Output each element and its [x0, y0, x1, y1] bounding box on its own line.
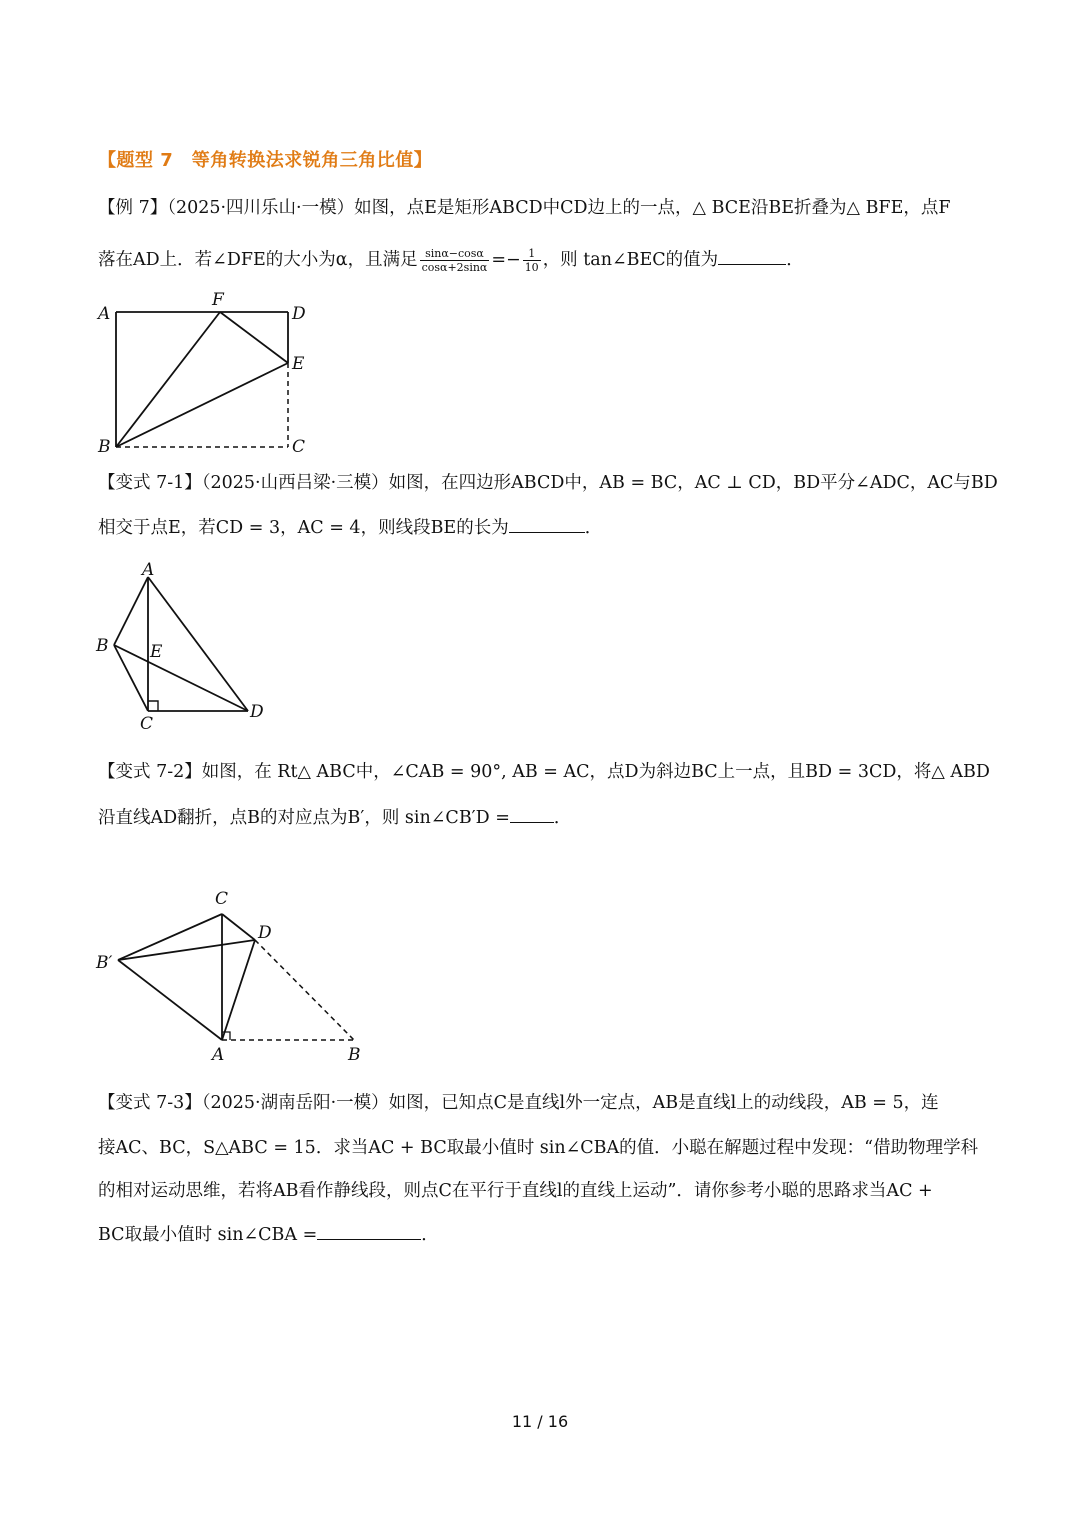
segment-BC: [114, 645, 148, 711]
segment-DB-dashed: [255, 940, 354, 1040]
label-D: D: [292, 304, 306, 324]
label-B: B: [98, 437, 111, 457]
period: ．: [553, 808, 572, 828]
example7-line1: 【例 7】（2025·四川乐山·一模）如图，点E是矩形ABCD中CD边上的一点，△ BCE沿BE折叠为△ BFE，点F: [98, 198, 951, 218]
segment-FE: [220, 312, 288, 363]
segment-AD: [148, 577, 248, 711]
label-C: C: [140, 714, 154, 734]
variant73-line4: [98, 1221, 439, 1248]
label-C: C: [215, 889, 229, 909]
label-B: B: [96, 636, 109, 656]
example7-line2-b: ，则 tan∠BEC的值为: [542, 250, 719, 270]
answer-blank: [510, 804, 554, 823]
label-C: C: [292, 437, 306, 457]
example7-line2: [98, 246, 804, 274]
label-E: E: [150, 642, 163, 662]
label-F: F: [212, 290, 224, 310]
segment-CD: [222, 914, 255, 940]
page-number: 11 / 16: [511, 1412, 569, 1431]
variant71-line1: 【变式 7-1】（2025·山西吕梁·三模）如图，在四边形ABCD中，AB = BC，AC ⊥ CD，BD平分∠ADC，AC与BD: [98, 473, 998, 493]
example7-line2-a: 落在AD上．若∠DFE的大小为α，且满足: [98, 250, 418, 270]
segment-BE: [116, 363, 288, 447]
label-B: B: [348, 1045, 361, 1065]
variant71-line2: [98, 514, 602, 541]
fraction-one-tenth: [523, 247, 541, 274]
label-A: A: [142, 560, 155, 580]
fraction2-denominator: 10: [524, 261, 539, 274]
answer-blank: [509, 514, 585, 533]
segment-DA: [222, 940, 255, 1040]
variant72-line2-text: 沿直线AD翻折，点B的对应点为B′，则 sin∠CB′D =: [98, 808, 510, 828]
section-title: 【题型 7 等角转换法求锐角三角比值】: [98, 150, 433, 171]
figure-rectangle-fold: [90, 285, 330, 460]
label-Bprime: B′: [96, 953, 113, 973]
variant72-line1: 【变式 7-2】如图，在 Rt△ ABC中，∠CAB = 90°, AB = AC，点D为斜边BC上一点，且BD = 3CD，将△ ABD: [98, 762, 990, 782]
variant73-line2: 接AC、BC，S△ABC = 15．求当AC + BC取最小值时 sin∠CBA的值．小聪在解题过程中发现：“借助物理学科: [98, 1138, 979, 1158]
right-angle-mark: [148, 701, 158, 711]
period: ．: [786, 250, 804, 270]
answer-blank: [718, 246, 786, 265]
variant73-line3: 的相对运动思维，若将AB看作静线段，则点C在平行于直线l的直线上运动”．请你参考小聪的思路求当AC +: [98, 1181, 933, 1201]
segment-AB: [114, 577, 148, 645]
label-A: A: [212, 1045, 225, 1065]
segment-BprimeA: [118, 960, 222, 1040]
period: ．: [421, 1225, 439, 1245]
variant73-line4-text: BC取最小值时 sin∠CBA =: [98, 1225, 318, 1245]
equals-minus: =−: [491, 250, 521, 270]
figure-quadrilateral: [90, 555, 280, 735]
fraction-denominator: cosα+2sinα: [421, 261, 488, 274]
answer-blank: [317, 1221, 421, 1240]
fraction2-numerator: 1: [523, 247, 541, 261]
label-A: A: [98, 304, 111, 324]
figure-right-triangle-fold: [90, 880, 380, 1070]
variant72-line2: [98, 804, 571, 831]
label-D: D: [258, 923, 272, 943]
variant71-line2-text: 相交于点E，若CD = 3，AC = 4，则线段BE的长为: [98, 518, 509, 538]
fraction-sin-cos: [420, 247, 490, 274]
label-D: D: [250, 702, 264, 722]
label-E: E: [292, 354, 305, 374]
segment-BD: [114, 645, 248, 711]
segment-BF: [116, 312, 220, 447]
period: ．: [584, 518, 603, 538]
variant73-line1: 【变式 7-3】（2025·湖南岳阳·一模）如图，已知点C是直线l外一定点，AB是直线l上的动线段，AB = 5，连: [98, 1093, 939, 1113]
fraction-numerator: sinα−cosα: [420, 247, 490, 261]
